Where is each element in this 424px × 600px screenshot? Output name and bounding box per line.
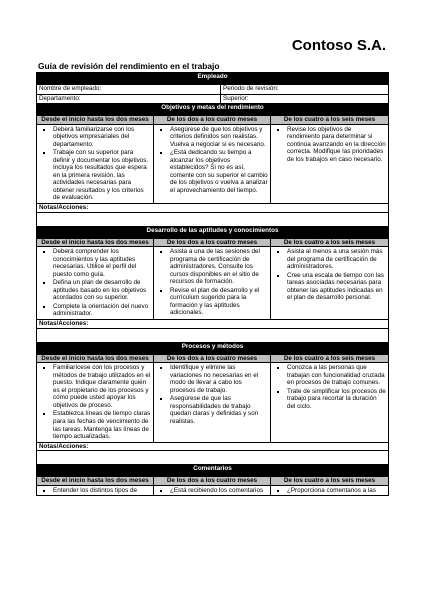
bullet-item: ▪ Establezca líneas de tiempo claras para las fechas de vencimiento de las tareas. Mantenga las líneas de tiempo actualizadas. bbox=[53, 410, 151, 440]
guidance-cell bbox=[154, 363, 271, 442]
review-sections bbox=[37, 104, 389, 496]
bullet-list bbox=[156, 364, 268, 425]
bullet-list bbox=[273, 487, 386, 495]
column-header: De los dos a los cuatro meses bbox=[154, 477, 271, 486]
column-header: Desde el inicio hasta los dos meses bbox=[37, 477, 154, 486]
bullet-item: ▪ ¿Está dedicando su tiempo a alcanzar los objetivos establecidos? Si no es así, comente con su superior el cambio de los objetivos o vuelva a analizar el aprovechamiento del tiempo. bbox=[170, 149, 268, 194]
bullet-item: ▪ Asegúrese de que las responsabilidades de trabajo quedan claras y definidas y son realistas. bbox=[170, 395, 268, 425]
bullet-list bbox=[39, 248, 151, 318]
bullet-item: ▪ Conozca a las personas que trabajan con funcionalidad cruzada en procesos de trabajo comunes. bbox=[287, 364, 386, 387]
bullet-item: ▪ Familiarícese con los procesos y métodos de trabajo utilizados en el puesto. Indique claramente quién es el propietario de los procesos y cómo puede usted apoyar los objetivos de proceso. bbox=[53, 364, 151, 409]
superior-field[interactable]: Superior: bbox=[221, 94, 389, 104]
notes-actions-field[interactable]: Notas/Acciones: bbox=[37, 320, 389, 329]
guidance-cell bbox=[37, 124, 154, 203]
notes-actions-field[interactable]: Notas/Acciones: bbox=[37, 204, 389, 213]
guidance-cell bbox=[37, 247, 154, 320]
bullet-list bbox=[39, 126, 151, 202]
bullet-item: ▪ Defina un plan de desarrollo de aptitudes basado en los objetivos acordados con su superior. bbox=[53, 279, 151, 302]
section-header: Comentarios bbox=[37, 465, 389, 477]
column-header: De los dos a los cuatro meses bbox=[154, 354, 271, 363]
column-header: Desde el inicio hasta los dos meses bbox=[37, 238, 154, 247]
section-header: Desarrollo de las aptitudes y conocimientos bbox=[37, 226, 389, 238]
bullet-item: ▪ Revise el plan de desarrollo y el currículum sugerido para la formación y las aptitudes adicionales. bbox=[170, 287, 268, 317]
document-title: Guía de revisión del rendimiento en el trabajo bbox=[38, 61, 220, 71]
company-name: Contoso S.A. bbox=[291, 37, 386, 54]
guidance-cell bbox=[154, 124, 271, 203]
review-form bbox=[36, 72, 389, 496]
section-spacer bbox=[37, 328, 389, 342]
column-header: De los dos a los cuatro meses bbox=[154, 116, 271, 125]
notes-actions-field[interactable]: Notas/Acciones: bbox=[37, 442, 389, 451]
bullet-item: ▪ Deberá comprender los conocimientos y las aptitudes necesarias. Utilice el perfil del puesto como guía. bbox=[53, 248, 151, 278]
guidance-cell bbox=[271, 485, 389, 496]
section-spacer bbox=[37, 212, 389, 226]
section-header: Objetivos y metas del rendimiento bbox=[37, 104, 389, 116]
column-header: De los cuatro a los seis meses bbox=[271, 354, 389, 363]
bullet-item: ▪ Asista al menos a una sesión más del programa de certificación de administradores. bbox=[287, 248, 386, 271]
bullet-item: ▪ Identifique y elimine las variaciones no necesarias en el modo de llevar a cabo los procesos de trabajo. bbox=[170, 364, 268, 394]
bullet-item: ▪ Trate de simplificar los procesos de trabajo para recortar la duración del ciclo. bbox=[287, 388, 386, 411]
section-spacer bbox=[37, 451, 389, 465]
bullet-list bbox=[156, 126, 268, 195]
bullet-item: ▪ Trabaje con su superior para definir y documentar los objetivos. Incluya los resultados que espera en la primera revisión, las actividades necesarias para obtener resultados y los criterios de evaluación. bbox=[53, 149, 151, 202]
guidance-cell bbox=[271, 247, 389, 320]
column-header: De los cuatro a los seis meses bbox=[271, 116, 389, 125]
review-period-field[interactable]: Periodo de revisión: bbox=[221, 85, 389, 95]
bullet-list bbox=[156, 248, 268, 317]
bullet-item: ▪ Revise los objetivos de rendimiento para determinar si continúa avanzando en la dirección correcta. Modifique las prioridades de los trabajos en caso necesario. bbox=[287, 126, 386, 164]
bullet-list bbox=[39, 364, 151, 440]
section-header: Procesos y métodos bbox=[37, 342, 389, 354]
guidance-cell bbox=[271, 363, 389, 442]
guidance-cell bbox=[154, 485, 271, 496]
column-header: De los dos a los cuatro meses bbox=[154, 238, 271, 247]
bullet-item: ▪ ¿Está recibiendo los comentarios bbox=[170, 487, 268, 495]
column-header: Desde el inicio hasta los dos meses bbox=[37, 354, 154, 363]
bullet-item: ▪ ¿Proporciona comentarios a las bbox=[287, 487, 386, 495]
guidance-cell bbox=[154, 247, 271, 320]
bullet-list bbox=[156, 487, 268, 495]
column-header: De los cuatro a los seis meses bbox=[271, 477, 389, 486]
bullet-item: ▪ Entender los distintos tipos de bbox=[53, 487, 151, 495]
employee-name-field[interactable]: Nombre de empleado: bbox=[37, 85, 221, 95]
bullet-list bbox=[273, 364, 386, 410]
guidance-cell bbox=[37, 485, 154, 496]
column-header: De los cuatro a los seis meses bbox=[271, 238, 389, 247]
guidance-cell bbox=[271, 124, 389, 203]
guidance-cell bbox=[37, 363, 154, 442]
bullet-item: ▪ Deberá familiarizarse con los objetivos empresariales del departamento. bbox=[53, 126, 151, 149]
bullet-item: ▪ Asegúrese de que los objetivos y criterios definidos son realistas. Vuelva a negociar si es necesario. bbox=[170, 126, 268, 149]
bullet-list bbox=[273, 248, 386, 302]
bullet-list bbox=[273, 126, 386, 164]
bullet-item: ▪ Asista a una de las sesiones del programa de certificación de administradores. Consulte los cursos disponibles en el sitio de recursos de formación. bbox=[170, 248, 268, 286]
bullet-item: ▪ Cree una escala de tiempo con las tareas asociadas necesarias para obtener las aptitudes indicadas en el plan de desarrollo personal. bbox=[287, 272, 386, 302]
column-header: Desde el inicio hasta los dos meses bbox=[37, 116, 154, 125]
bullet-list bbox=[39, 487, 151, 495]
bullet-item: ▪ Complete la orientación del nuevo administrador. bbox=[53, 303, 151, 318]
department-field[interactable]: Departamento: bbox=[37, 94, 221, 104]
section-header-employee: Empleado bbox=[37, 73, 389, 85]
